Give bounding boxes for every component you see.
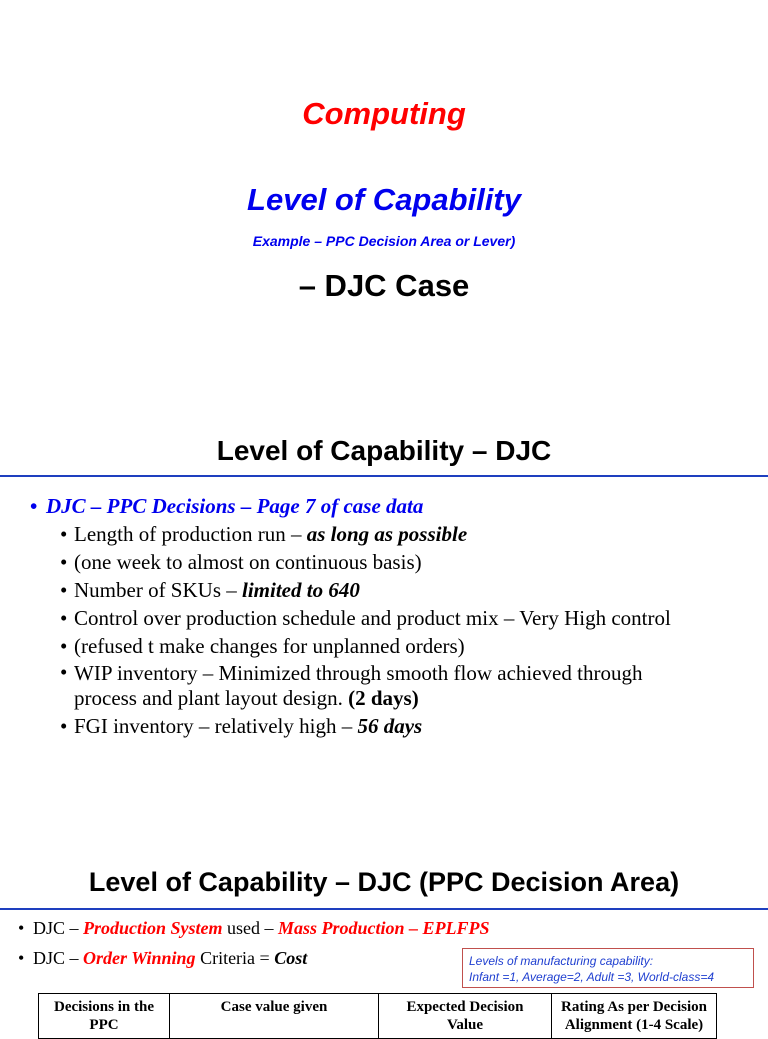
item-text-continued: process and plant layout design. xyxy=(74,686,349,710)
bullet-icon: • xyxy=(18,918,25,938)
line-emphasis: Production System xyxy=(83,918,223,938)
item-text: Number of SKUs – xyxy=(74,578,242,602)
bullet-icon: • xyxy=(60,522,68,546)
capability-levels-note xyxy=(462,948,754,988)
item-text: Control over production schedule and product mix – Very High control xyxy=(74,606,671,630)
table-header-cell: Decisions in the PPC xyxy=(39,994,170,1039)
list-item xyxy=(0,712,768,740)
item-emphasis: 56 days xyxy=(357,714,423,738)
bullet-icon: • xyxy=(60,550,68,574)
list-item xyxy=(0,660,768,712)
bullet-icon: • xyxy=(60,578,68,602)
line-emphasis: Mass Production – EPLFPS xyxy=(278,918,490,938)
list-item xyxy=(0,548,768,576)
table-header-cell: Expected Decision Value xyxy=(379,994,552,1039)
bullet-icon: • xyxy=(60,660,68,684)
bullet-icon: • xyxy=(18,948,25,968)
slide1-subtitle: Level of Capability xyxy=(247,182,521,217)
list-item xyxy=(0,632,768,660)
list-item xyxy=(0,604,768,632)
bullet-icon: • xyxy=(60,714,68,738)
slide1-example: Example – PPC Decision Area or Lever) xyxy=(252,233,516,249)
item-text: (one week to almost on continuous basis) xyxy=(74,550,422,574)
slide1-case-title: – DJC Case xyxy=(298,268,470,303)
line-text: DJC – xyxy=(33,948,84,968)
slide2-title: Level of Capability – DJC xyxy=(216,435,552,466)
table-header-cell: Case value given xyxy=(170,994,379,1039)
decision-table xyxy=(38,993,717,1039)
bullet-icon: • xyxy=(60,634,68,658)
bullet-icon: • xyxy=(30,494,38,518)
line-emphasis: Order Winning xyxy=(83,948,196,968)
bullet-icon: • xyxy=(60,606,68,630)
slide2-divider xyxy=(0,475,768,477)
list-item xyxy=(0,576,768,604)
line-text: used – xyxy=(222,918,279,938)
main-bullet xyxy=(0,492,768,520)
table-header-cell: Rating As per Decision Alignment (1-4 Scale) xyxy=(552,994,717,1039)
slide3-divider xyxy=(0,908,768,910)
line-emphasis: Cost xyxy=(274,948,308,968)
slide1-title: Computing xyxy=(302,96,466,131)
item-text: FGI inventory – relatively high – xyxy=(74,714,358,738)
item-text: WIP inventory – Minimized through smooth flow achieved through xyxy=(74,661,643,685)
table-header-row xyxy=(39,994,717,1039)
list-item xyxy=(0,520,768,548)
item-text: (refused t make changes for unplanned orders) xyxy=(74,634,465,658)
item-emphasis: limited to 640 xyxy=(242,578,360,602)
item-emphasis: as long as possible xyxy=(306,522,468,546)
slide2-bullet-list xyxy=(0,492,768,740)
item-text: Length of production run – xyxy=(74,522,307,546)
line-text: Criteria = xyxy=(195,948,275,968)
slide3-title: Level of Capability – DJC (PPC Decision Area) xyxy=(88,867,680,897)
line-text: DJC – xyxy=(33,918,84,938)
item-emphasis: (2 days) xyxy=(348,686,419,710)
main-bullet-text: DJC – PPC Decisions – Page 7 of case data xyxy=(46,494,424,518)
note-line: Levels of manufacturing capability: xyxy=(469,954,654,968)
note-line: Infant =1, Average=2, Adult =3, World-class=4 xyxy=(469,970,715,984)
